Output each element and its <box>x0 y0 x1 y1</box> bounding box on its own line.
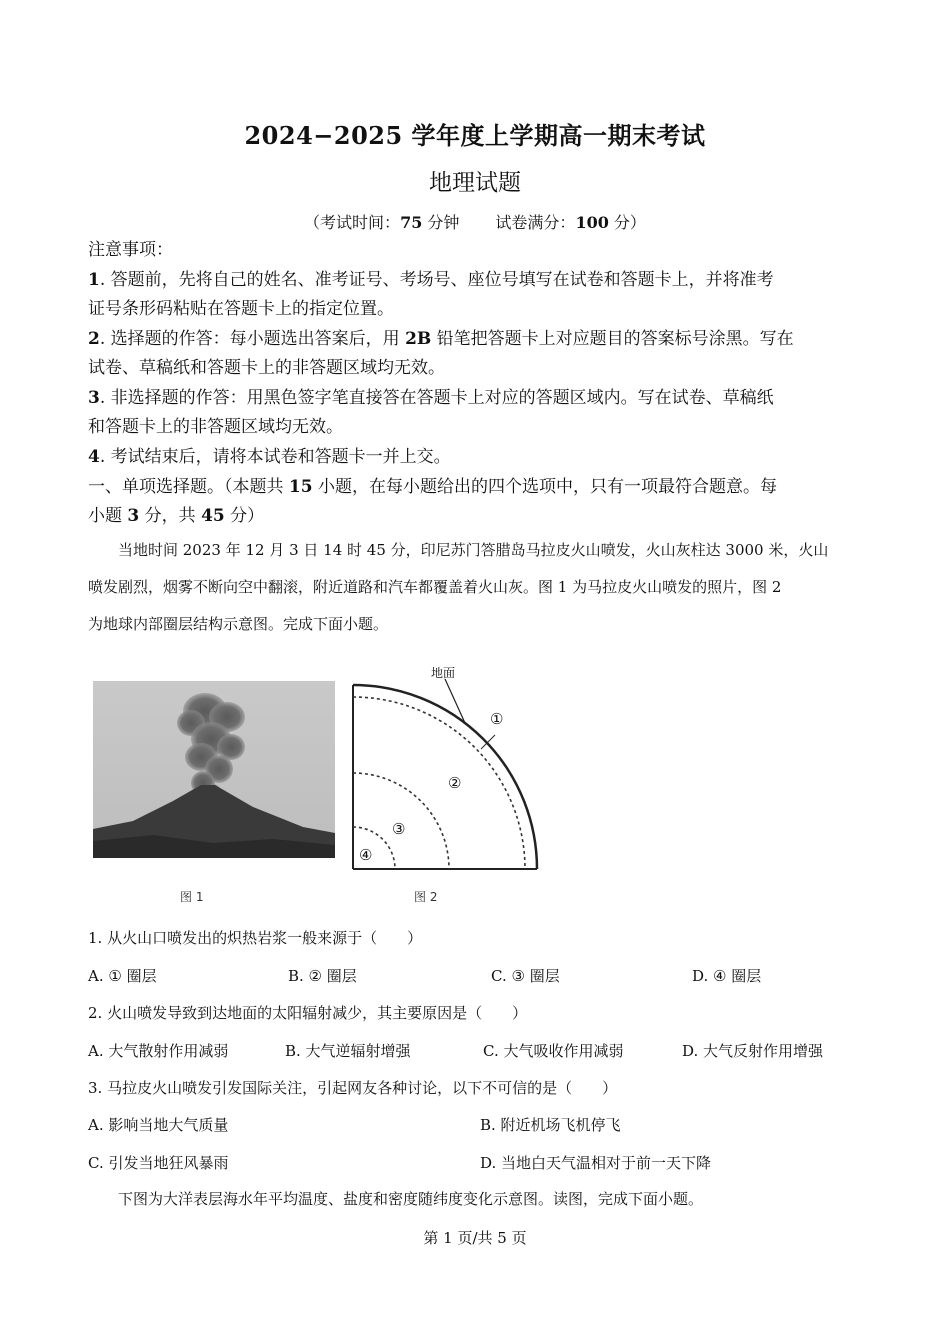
passage-volcano: 当地时间 2023 年 12 月 3 日 14 时 45 分，印尼苏门答腊岛马拉皮火山喷发，火山灰柱达 3000 米，火山 喷发剧烈，烟雾不断向空中翻滚，附近道路和汽车都覆盖着火山灰。图 1 为马拉皮火山喷发的照片，图 2 为地球内部圈层结构示意图。完成下面小题。 <box>88 541 829 633</box>
figure-2-caption: 图 2 <box>414 890 438 904</box>
notice-item-1: 1. 答题前，先将自己的姓名、准考证号、考场号、座位号填写在试卷和答题卡上，并将准考 证号条形码粘贴在答题卡上的指定位置。 <box>88 270 774 319</box>
layer-label-4: ④ <box>359 846 373 864</box>
volcano-photo <box>93 681 335 858</box>
layer-label-1: ① <box>490 710 504 728</box>
question-3-option-b: B. 附近机场飞机停飞 <box>480 1116 621 1134</box>
layer-label-2: ② <box>448 774 462 792</box>
question-1-option-b: B. ② 圈层 <box>288 967 357 985</box>
question-2-option-a: A. 大气散射作用减弱 <box>88 1042 229 1060</box>
question-1-option-a: A. ① 圈层 <box>88 967 157 985</box>
subject-title: 地理试题 <box>429 170 521 196</box>
question-3-stem: 3. 马拉皮火山喷发引发国际关注，引起网友各种讨论，以下不可信的是（ ） <box>88 1079 618 1097</box>
question-3-option-a: A. 影响当地大气质量 <box>88 1116 229 1134</box>
notice-heading: 注意事项： <box>88 240 173 260</box>
notice-item-4: 4. 考试结束后，请将本试卷和答题卡一并上交。 <box>88 447 451 467</box>
layer-label-3: ③ <box>392 820 406 838</box>
notice-item-3: 3. 非选择题的作答：用黑色签字笔直接答在答题卡上对应的答题区域内。写在试卷、草稿纸 和答题卡上的非答题区域均无效。 <box>88 388 774 437</box>
question-1-option-d: D. ④ 圈层 <box>692 967 762 985</box>
question-2-stem: 2. 火山喷发导致到达地面的太阳辐射减少，其主要原因是（ ） <box>88 1004 528 1022</box>
exam-info: （考试时间：75 分钟 试卷满分：100 分） <box>304 213 646 232</box>
section-heading: 一、单项选择题。（本题共 15 小题，在每小题给出的四个选项中，只有一项最符合题意。每 小题 3 分，共 45 分） <box>88 477 777 526</box>
question-1-option-c: C. ③ 圈层 <box>491 967 560 985</box>
question-2-option-b: B. 大气逆辐射增强 <box>285 1042 411 1060</box>
question-2-option-d: D. 大气反射作用增强 <box>682 1042 824 1060</box>
question-2-option-c: C. 大气吸收作用减弱 <box>483 1042 624 1060</box>
earth-layers-diagram <box>345 660 565 875</box>
exam-title: 2024−2025 学年度上学期高一期末考试 <box>244 121 706 150</box>
question-1-stem: 1. 从火山口喷发出的炽热岩浆一般来源于（ ） <box>88 929 423 947</box>
figure-1-caption: 图 1 <box>180 890 204 904</box>
page-number: 第 1 页/共 5 页 <box>423 1229 527 1247</box>
ground-label: 地面 <box>431 666 456 680</box>
question-3-option-d: D. 当地白天气温相对于前一天下降 <box>480 1154 712 1172</box>
passage-ocean: 下图为大洋表层海水年平均温度、盐度和密度随纬度变化示意图。读图，完成下面小题。 <box>118 1190 704 1208</box>
question-3-option-c: C. 引发当地狂风暴雨 <box>88 1154 229 1172</box>
notice-item-2: 2. 选择题的作答：每小题选出答案后，用 2B 铅笔把答题卡上对应题目的答案标号涂黑。写在 试卷、草稿纸和答题卡上的非答题区域均无效。 <box>88 329 794 378</box>
